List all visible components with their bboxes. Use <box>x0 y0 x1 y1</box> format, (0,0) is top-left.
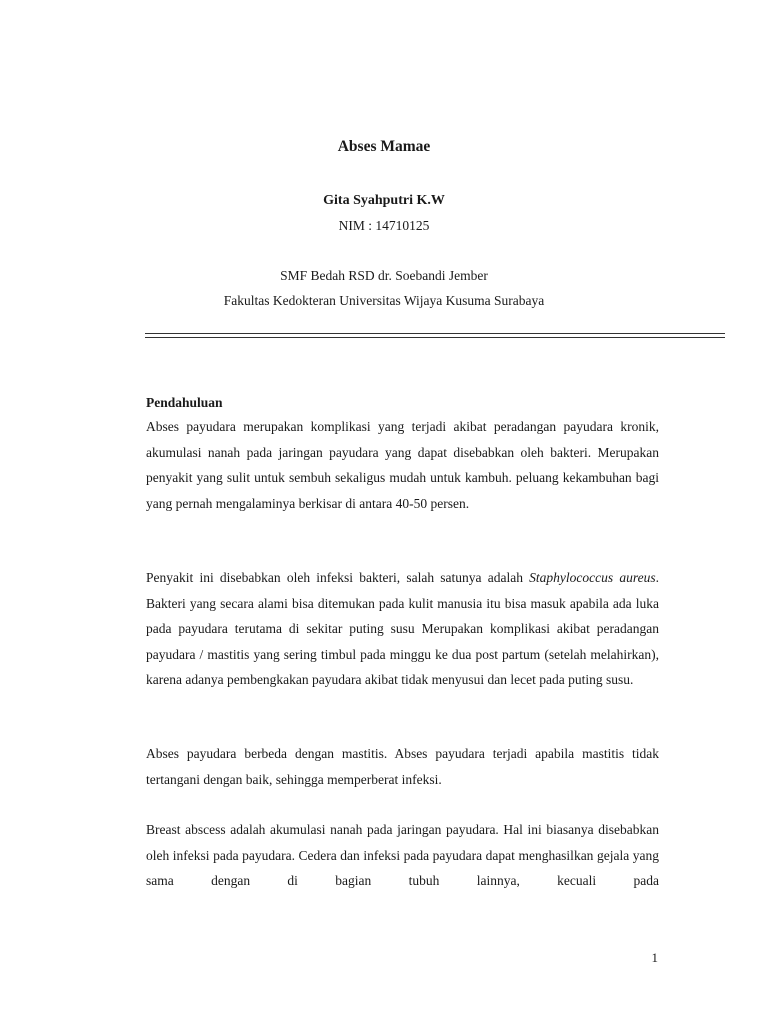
header-divider-bottom <box>145 337 725 338</box>
paragraph-2 <box>146 565 659 693</box>
paragraph-2-species: Staphylococcus aureus <box>529 570 656 585</box>
paragraph-2-text-a: Penyakit ini disebabkan oleh infeksi bakteri, salah satunya adalah <box>146 570 530 585</box>
page-number: 1 <box>651 950 658 965</box>
author-name: Gita Syahputri K.W <box>323 193 445 208</box>
section-heading: Pendahuluan <box>146 395 223 410</box>
paragraph-1: Abses payudara merupakan komplikasi yang terjadi akibat peradangan payudara kronik, akumulasi nanah pada jaringan payudara yang dapat disebabkan oleh bakteri. Merupakan penyakit yang sulit untuk sembuh sekaligus mudah untuk kambuh. peluang kekambuhan bagi yang pernah mengalaminya berkisar di antara 40-50 persen. <box>146 419 659 511</box>
paragraph-3: Abses payudara berbeda dengan mastitis. Abses payudara terjadi apabila mastitis tidak tertangani dengan baik, sehingga memperberat infeksi. <box>146 746 659 787</box>
student-id: NIM : 14710125 <box>338 218 430 233</box>
document-title: Abses Mamae <box>337 138 431 155</box>
paragraph-4: Breast abscess adalah akumulasi nanah pada jaringan payudara. Hal ini biasanya disebabkan oleh infeksi pada payudara. Cedera dan infeksi pada payudara dapat menghasilkan gejala yang sama dengan di bagian tubuh lainnya, kecuali pada <box>146 822 659 888</box>
department: SMF Bedah RSD dr. Soebandi Jember <box>280 268 488 283</box>
header-divider-top <box>145 333 725 334</box>
faculty: Fakultas Kedokteran Universitas Wijaya Kusuma Surabaya <box>223 293 545 308</box>
paragraph-2-text-b: . Bakteri yang secara alami bisa ditemukan pada kulit manusia itu bisa masuk apabila ada luka pada payudara terutama di sekitar puting susu Merupakan komplikasi akibat peradangan payudara / mastitis yang sering timbul pada minggu ke dua post partum (setelah melahirkan), karena adanya pembengkakan payudara akibat tidak menyusui dan lecet pada puting susu. <box>146 570 659 687</box>
